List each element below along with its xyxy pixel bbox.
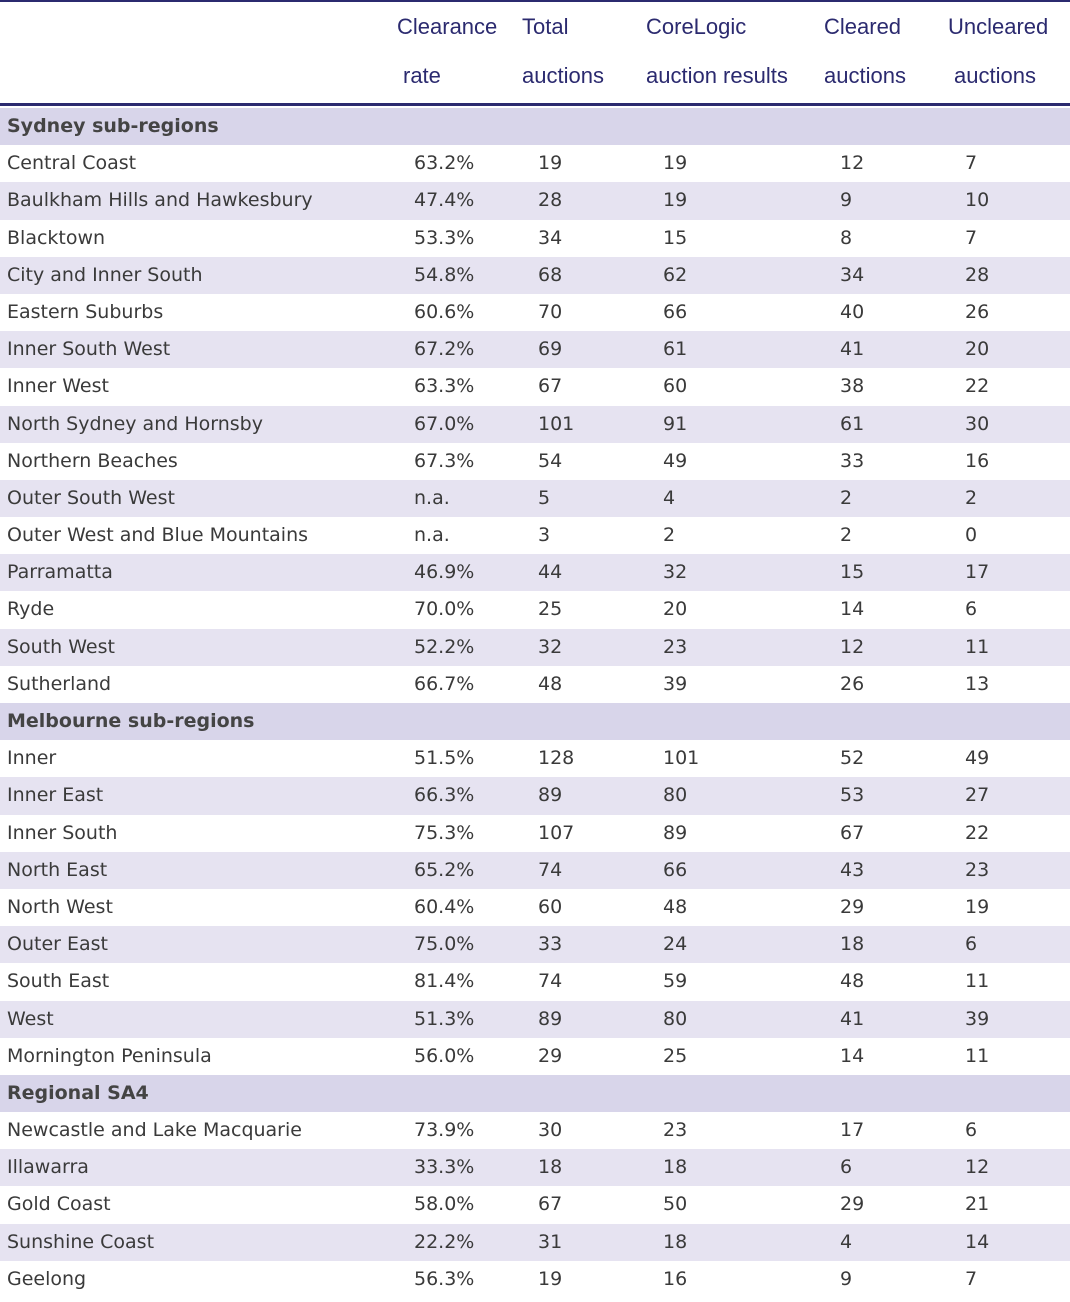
region-name: Outer East (7, 933, 108, 956)
uncleared-auctions-cell: 20 (965, 338, 990, 361)
table-row (0, 480, 1070, 517)
header-total-auctions: Total auctions (522, 14, 604, 88)
region-name: Geelong (7, 1267, 87, 1290)
table-row (0, 777, 1070, 814)
table-body (0, 108, 1070, 1298)
uncleared-auctions-cell: 6 (965, 598, 978, 621)
clearance-rate-cell: 73.9% (414, 1119, 475, 1142)
total-auctions-cell: 70 (538, 300, 563, 323)
cleared-auctions-cell: 9 (840, 189, 853, 212)
corelogic-results-cell: 101 (663, 747, 700, 770)
cleared-auctions-cell: 67 (840, 821, 865, 844)
table-row (0, 145, 1070, 182)
clearance-rate-cell: 46.9% (414, 561, 475, 584)
corelogic-results-cell: 18 (663, 1156, 688, 1179)
cleared-auctions-cell: 53 (840, 784, 865, 807)
section-header-row (0, 703, 1070, 740)
clearance-rate-cell: 51.5% (414, 747, 475, 770)
table-row (0, 963, 1070, 1000)
cleared-auctions-cell: 33 (840, 449, 865, 472)
corelogic-results-cell: 61 (663, 338, 688, 361)
region-name: South West (7, 635, 115, 658)
uncleared-auctions-cell: 7 (965, 1267, 978, 1290)
region-name: West (7, 1007, 54, 1030)
total-auctions-cell: 74 (538, 858, 563, 881)
clearance-rate-cell: 22.2% (414, 1230, 475, 1253)
region-name: Ryde (7, 598, 55, 621)
cleared-auctions-cell: 17 (840, 1119, 865, 1142)
corelogic-results-cell: 49 (663, 449, 688, 472)
table-header (0, 2, 1070, 104)
clearance-rate-cell: 58.0% (414, 1193, 475, 1216)
clearance-rate-cell: 63.2% (414, 152, 475, 175)
total-auctions-cell: 18 (538, 1156, 563, 1179)
clearance-rate-cell: 70.0% (414, 598, 475, 621)
clearance-rate-cell: 52.2% (414, 635, 475, 658)
corelogic-results-cell: 89 (663, 821, 688, 844)
clearance-rate-cell: 47.4% (414, 189, 475, 212)
clearance-rate-cell: n.a. (414, 486, 450, 509)
section-label: Melbourne sub-regions (7, 710, 255, 732)
uncleared-auctions-cell: 23 (965, 858, 990, 881)
total-auctions-cell: 74 (538, 970, 563, 993)
total-auctions-cell: 69 (538, 338, 563, 361)
clearance-rate-cell: 67.3% (414, 449, 475, 472)
corelogic-results-cell: 66 (663, 300, 688, 323)
corelogic-results-cell: 39 (663, 672, 688, 695)
clearance-rate-cell: 54.8% (414, 263, 475, 286)
uncleared-auctions-cell: 12 (965, 1156, 990, 1179)
corelogic-results-cell: 32 (663, 561, 688, 584)
total-auctions-cell: 19 (538, 1267, 563, 1290)
total-auctions-cell: 19 (538, 152, 563, 175)
region-name: Outer South West (7, 486, 175, 509)
cleared-auctions-cell: 12 (840, 152, 865, 175)
corelogic-results-cell: 62 (663, 263, 688, 286)
clearance-rate-cell: 67.2% (414, 338, 475, 361)
cleared-auctions-cell: 15 (840, 561, 865, 584)
table-row (0, 368, 1070, 405)
clearance-rate-cell: 66.3% (414, 784, 475, 807)
total-auctions-cell: 107 (538, 821, 575, 844)
total-auctions-cell: 32 (538, 635, 563, 658)
corelogic-results-cell: 66 (663, 858, 688, 881)
uncleared-auctions-cell: 22 (965, 375, 990, 398)
section-header-row (0, 1075, 1070, 1112)
region-name: Illawarra (7, 1156, 89, 1179)
table-row (0, 331, 1070, 368)
corelogic-results-cell: 60 (663, 375, 688, 398)
table-row (0, 852, 1070, 889)
clearance-rate-cell: 56.3% (414, 1267, 475, 1290)
header-uncleared-auctions: Uncleared auctions (948, 14, 1049, 88)
total-auctions-cell: 101 (538, 412, 575, 435)
cleared-auctions-cell: 14 (840, 598, 865, 621)
total-auctions-cell: 48 (538, 672, 563, 695)
header-clearance-rate: Clearance rate (397, 14, 498, 88)
uncleared-auctions-cell: 27 (965, 784, 990, 807)
region-name: Outer West and Blue Mountains (7, 524, 309, 547)
total-auctions-cell: 128 (538, 747, 575, 770)
clearance-rate-cell: 53.3% (414, 226, 475, 249)
corelogic-results-cell: 23 (663, 1119, 688, 1142)
clearance-rate-cell: 56.0% (414, 1044, 475, 1067)
total-auctions-cell: 3 (538, 524, 551, 547)
table-row (0, 1001, 1070, 1038)
total-auctions-cell: 5 (538, 486, 551, 509)
region-name: Northern Beaches (7, 449, 178, 472)
cleared-auctions-cell: 4 (840, 1230, 853, 1253)
total-auctions-cell: 68 (538, 263, 563, 286)
corelogic-results-cell: 18 (663, 1230, 688, 1253)
cleared-auctions-cell: 61 (840, 412, 865, 435)
table-row (0, 443, 1070, 480)
region-name: Parramatta (7, 561, 113, 584)
region-name: Inner South West (7, 338, 171, 361)
cleared-auctions-cell: 29 (840, 1193, 865, 1216)
corelogic-results-cell: 19 (663, 189, 688, 212)
uncleared-auctions-cell: 19 (965, 895, 990, 918)
uncleared-auctions-cell: 26 (965, 300, 990, 323)
cleared-auctions-cell: 41 (840, 1007, 865, 1030)
corelogic-results-cell: 16 (663, 1267, 688, 1290)
cleared-auctions-cell: 29 (840, 895, 865, 918)
total-auctions-cell: 54 (538, 449, 563, 472)
uncleared-auctions-cell: 10 (965, 189, 990, 212)
table-row (0, 1224, 1070, 1261)
region-name: Mornington Peninsula (7, 1044, 212, 1067)
section-label: Regional SA4 (7, 1081, 149, 1104)
region-name: North West (7, 895, 113, 918)
table-row (0, 1186, 1070, 1223)
region-name: Inner South (7, 821, 118, 844)
uncleared-auctions-cell: 13 (965, 672, 990, 695)
region-name: City and Inner South (7, 263, 203, 286)
header-cleared-auctions: Cleared auctions (824, 14, 906, 88)
uncleared-auctions-cell: 39 (965, 1007, 990, 1030)
region-name: Baulkham Hills and Hawkesbury (7, 189, 313, 212)
table-row (0, 629, 1070, 666)
uncleared-auctions-cell: 14 (965, 1230, 990, 1253)
total-auctions-cell: 44 (538, 561, 563, 584)
region-name: Sunshine Coast (7, 1230, 155, 1253)
header-rule (0, 103, 1070, 106)
table-row (0, 1261, 1070, 1298)
region-name: Inner West (7, 375, 109, 398)
uncleared-auctions-cell: 6 (965, 1119, 978, 1142)
cleared-auctions-cell: 40 (840, 300, 865, 323)
table-row (0, 257, 1070, 294)
corelogic-results-cell: 20 (663, 598, 688, 621)
total-auctions-cell: 30 (538, 1119, 563, 1142)
table-row (0, 1112, 1070, 1149)
corelogic-results-cell: 59 (663, 970, 688, 993)
table-row (0, 591, 1070, 628)
cleared-auctions-cell: 26 (840, 672, 865, 695)
clearance-rate-cell: 75.0% (414, 933, 475, 956)
clearance-rate-cell: 65.2% (414, 858, 475, 881)
corelogic-results-cell: 2 (663, 524, 676, 547)
clearance-rate-cell: 60.6% (414, 300, 475, 323)
cleared-auctions-cell: 12 (840, 635, 865, 658)
corelogic-results-cell: 23 (663, 635, 688, 658)
table-row (0, 926, 1070, 963)
table-row (0, 1038, 1070, 1075)
table-row (0, 182, 1070, 219)
table-row (0, 815, 1070, 852)
total-auctions-cell: 25 (538, 598, 563, 621)
total-auctions-cell: 67 (538, 375, 563, 398)
total-auctions-cell: 31 (538, 1230, 563, 1253)
cleared-auctions-cell: 34 (840, 263, 865, 286)
cleared-auctions-cell: 6 (840, 1156, 853, 1179)
section-header-row (0, 108, 1070, 145)
region-name: Gold Coast (7, 1193, 111, 1216)
uncleared-auctions-cell: 22 (965, 821, 990, 844)
region-name: Eastern Suburbs (7, 300, 164, 323)
region-name: Newcastle and Lake Macquarie (7, 1119, 302, 1142)
corelogic-results-cell: 19 (663, 152, 688, 175)
corelogic-results-cell: 80 (663, 1007, 688, 1030)
uncleared-auctions-cell: 0 (965, 524, 978, 547)
corelogic-results-cell: 25 (663, 1044, 688, 1067)
cleared-auctions-cell: 38 (840, 375, 865, 398)
cleared-auctions-cell: 52 (840, 747, 865, 770)
table-row (0, 1149, 1070, 1186)
cleared-auctions-cell: 8 (840, 226, 853, 249)
cleared-auctions-cell: 41 (840, 338, 865, 361)
clearance-rate-cell: 66.7% (414, 672, 475, 695)
clearance-rate-cell: 60.4% (414, 895, 475, 918)
uncleared-auctions-cell: 28 (965, 263, 990, 286)
section-label: Sydney sub-regions (7, 115, 219, 137)
table-row (0, 554, 1070, 591)
region-name: Inner East (7, 784, 104, 807)
uncleared-auctions-cell: 7 (965, 152, 978, 175)
region-name: Inner (7, 747, 57, 770)
clearance-rate-cell: 51.3% (414, 1007, 475, 1030)
corelogic-results-cell: 50 (663, 1193, 688, 1216)
uncleared-auctions-cell: 6 (965, 933, 978, 956)
uncleared-auctions-cell: 17 (965, 561, 990, 584)
region-name: Sutherland (7, 672, 112, 695)
total-auctions-cell: 60 (538, 895, 563, 918)
corelogic-results-cell: 15 (663, 226, 688, 249)
total-auctions-cell: 29 (538, 1044, 563, 1067)
uncleared-auctions-cell: 30 (965, 412, 990, 435)
table-row (0, 889, 1070, 926)
clearance-rate-cell: 33.3% (414, 1156, 475, 1179)
table-row (0, 740, 1070, 777)
cleared-auctions-cell: 2 (840, 524, 853, 547)
region-name: Central Coast (7, 152, 137, 175)
corelogic-results-cell: 24 (663, 933, 688, 956)
uncleared-auctions-cell: 11 (965, 635, 990, 658)
cleared-auctions-cell: 9 (840, 1267, 853, 1290)
cleared-auctions-cell: 43 (840, 858, 865, 881)
cleared-auctions-cell: 48 (840, 970, 865, 993)
region-name: South East (7, 970, 110, 993)
table-row (0, 220, 1070, 257)
cleared-auctions-cell: 2 (840, 486, 853, 509)
uncleared-auctions-cell: 11 (965, 1044, 990, 1067)
table-row (0, 666, 1070, 703)
uncleared-auctions-cell: 2 (965, 486, 978, 509)
uncleared-auctions-cell: 11 (965, 970, 990, 993)
clearance-rate-cell: 81.4% (414, 970, 475, 993)
clearance-rate-cell: 63.3% (414, 375, 475, 398)
region-name: North East (7, 858, 108, 881)
cleared-auctions-cell: 18 (840, 933, 865, 956)
total-auctions-cell: 89 (538, 1007, 563, 1030)
table-row (0, 294, 1070, 331)
clearance-rate-cell: n.a. (414, 524, 450, 547)
uncleared-auctions-cell: 7 (965, 226, 978, 249)
total-auctions-cell: 89 (538, 784, 563, 807)
uncleared-auctions-cell: 49 (965, 747, 990, 770)
corelogic-results-cell: 91 (663, 412, 688, 435)
clearance-rate-cell: 75.3% (414, 821, 475, 844)
corelogic-results-cell: 4 (663, 486, 676, 509)
region-name: Blacktown (7, 226, 106, 249)
uncleared-auctions-cell: 21 (965, 1193, 990, 1216)
region-name: North Sydney and Hornsby (7, 412, 263, 435)
uncleared-auctions-cell: 16 (965, 449, 990, 472)
total-auctions-cell: 33 (538, 933, 563, 956)
clearance-rate-cell: 67.0% (414, 412, 475, 435)
total-auctions-cell: 28 (538, 189, 563, 212)
corelogic-results-cell: 80 (663, 784, 688, 807)
corelogic-results-cell: 48 (663, 895, 688, 918)
total-auctions-cell: 67 (538, 1193, 563, 1216)
header-corelogic-results: CoreLogic auction results (646, 14, 788, 88)
table-row (0, 406, 1070, 443)
total-auctions-cell: 34 (538, 226, 563, 249)
cleared-auctions-cell: 14 (840, 1044, 865, 1067)
table-row (0, 517, 1070, 554)
